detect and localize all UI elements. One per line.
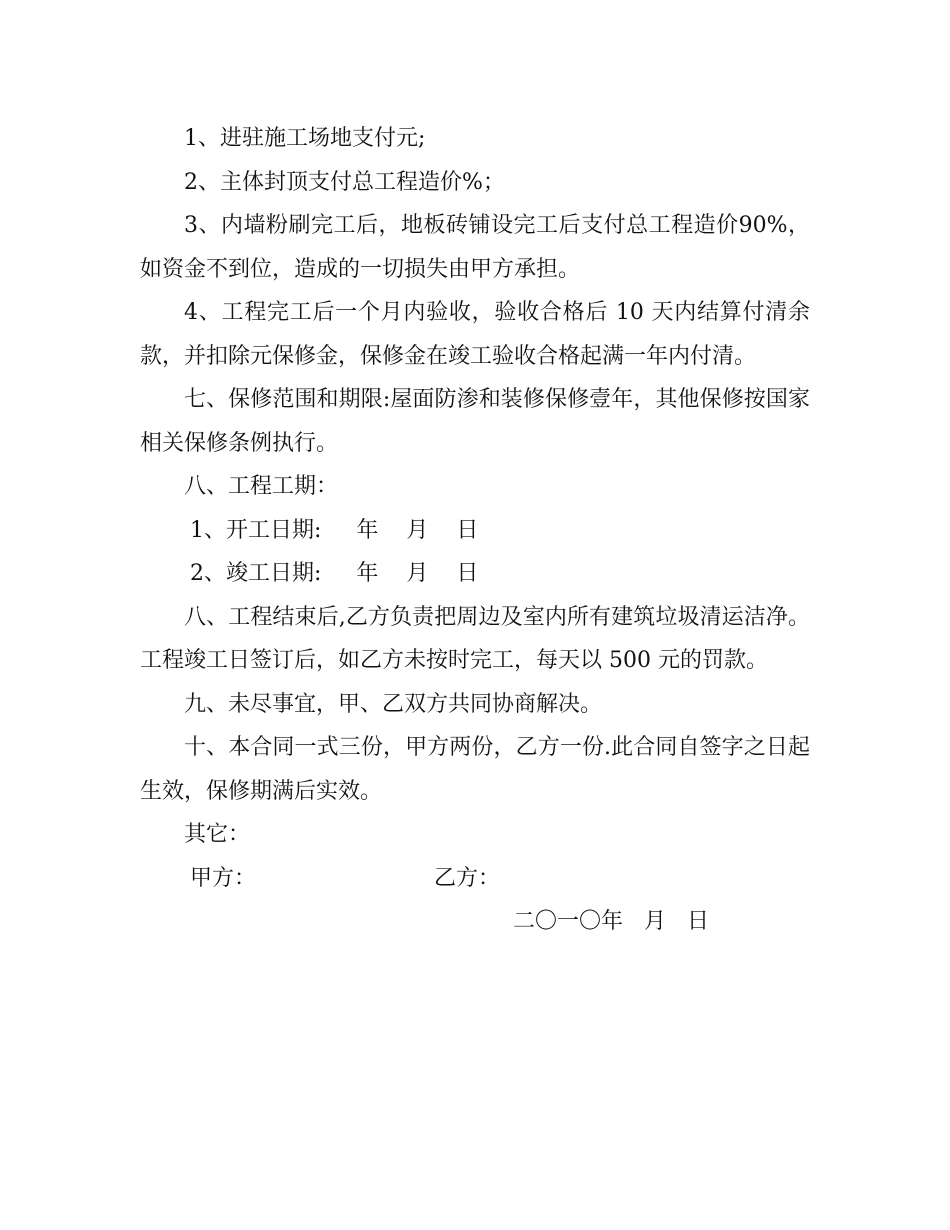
- payment-clause-1: 1、进驻施工场地支付元;: [184, 126, 426, 151]
- other-label: 其它：: [184, 822, 251, 847]
- warranty-clause: 七、保修范围和期限:屋面防渗和装修保修壹年，其他保修按国家相关保修条例执行。: [140, 387, 810, 456]
- start-date-line: 1、开工日期: 年 月 日: [190, 517, 479, 543]
- payment-clause-3: 3、内墙粉刷完工后，地板砖铺设完工后支付总工程造价90%，如资金不到位，造成的一切损失由甲方承担。: [140, 213, 810, 282]
- party-a-label: 甲方：: [190, 865, 257, 891]
- payment-clause-2: 2、主体封顶支付总工程造价%；: [184, 169, 505, 195]
- other-matters-clause: 九、未尽事宜，甲、乙双方共同协商解决。: [184, 691, 603, 717]
- schedule-heading: 八、工程工期：: [184, 474, 339, 499]
- party-b-label: 乙方：: [434, 865, 501, 891]
- sign-date: 二〇一〇年 月 日: [513, 909, 709, 934]
- document-body: [140, 117, 810, 944]
- signature-line: [140, 857, 810, 901]
- payment-clause-4: 4、工程完工后一个月内验收，验收合格后 10 天内结算付清余款，并扣除元保修金，保修金在竣工验收合格起满一年内付清。: [140, 300, 810, 369]
- copies-clause: 十、本合同一式三份，甲方两份，乙方一份.此合同自签字之日起生效，保修期满后实效。: [140, 735, 810, 804]
- cleanup-clause: 八、工程结束后,乙方负责把周边及室内所有建筑垃圾清运洁净。工程竣工日签订后，如乙方未按时完工，每天以 500 元的罚款。: [140, 604, 810, 673]
- end-date-line: 2、竣工日期: 年 月 日: [190, 561, 479, 586]
